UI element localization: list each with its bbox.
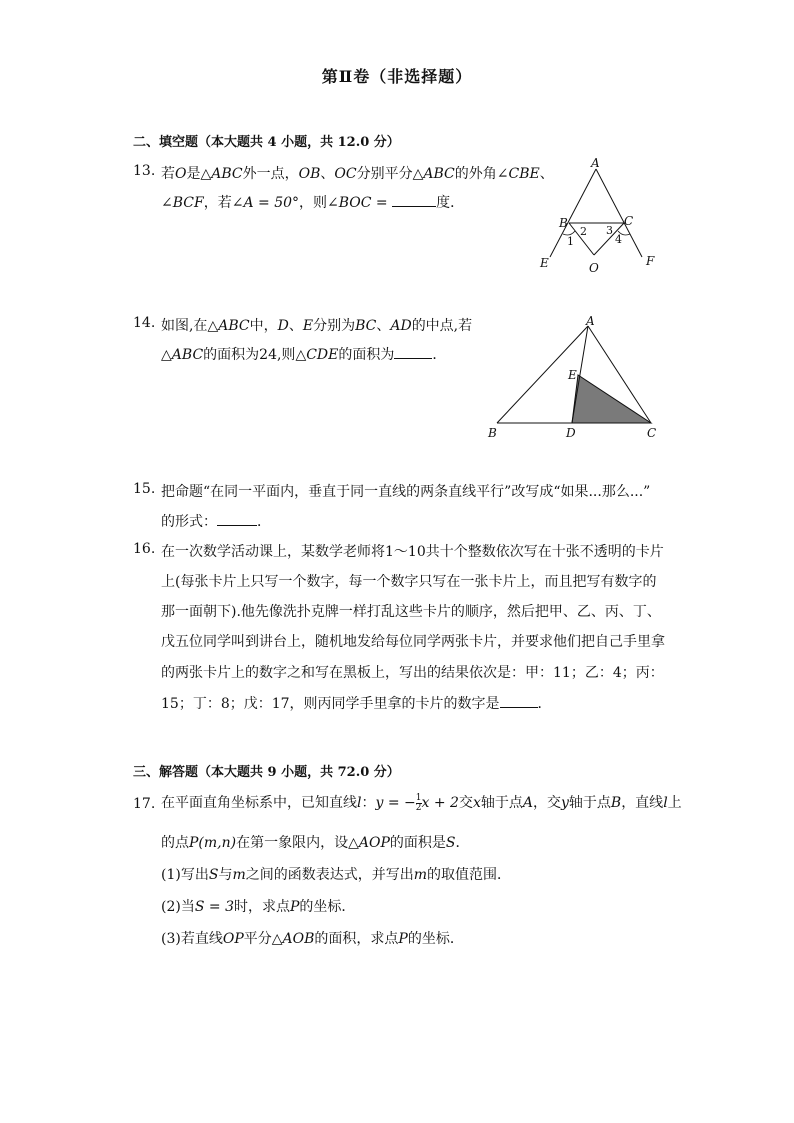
- question-17-line-1: 在平面直角坐标系中，已知直线l：y = − $\frac{1}{2}$ x + 2交x轴于点A，交y轴于点B，直线l上: [161, 792, 682, 813]
- question-13-line-1: 若O是△ABC外一点，OB、OC分别平分△ABC的外角∠CBE、: [161, 166, 554, 182]
- label-4: 4: [615, 233, 622, 246]
- question-14-line-1: 如图,在△ABC中，D、E分别为BC、AD的中点,若: [161, 318, 473, 334]
- label-F: F: [646, 254, 655, 268]
- answer-blank[interactable]: [217, 513, 257, 526]
- figure-q13-triangle: [530, 155, 670, 280]
- label-C: C: [624, 214, 634, 228]
- page-title: 第Ⅱ卷（非选择题）: [321, 67, 473, 86]
- question-17-line-2: 的点P(m,n)在第一象限内，设△AOP的面积是S．: [161, 835, 470, 851]
- label-E: E: [540, 256, 549, 270]
- answer-blank[interactable]: [500, 695, 538, 708]
- label-A: A: [591, 156, 600, 170]
- question-17-part-1: (1)写出S与m之间的函数表达式，并写出m的取值范围．: [161, 867, 511, 883]
- question-17-part-2: (2)当S = 3时，求点P的坐标．: [161, 899, 356, 915]
- question-16-line-3: 那一面朝下).他先像洗扑克牌一样打乱这些卡片的顺序，然后把甲、乙、丙、丁、: [161, 604, 661, 620]
- label-E: E: [568, 368, 577, 382]
- question-16-line-2: 上(每张卡片上只写一个数字，每一个数字只写在一张卡片上，而且把写有数字的: [161, 574, 657, 590]
- answer-blank[interactable]: [392, 194, 436, 207]
- question-number-13: 13.: [133, 163, 156, 179]
- question-15-line-1: 把命题“在同一平面内，垂直于同一直线的两条直线平行”改写成“如果...那么...”: [161, 484, 651, 500]
- question-number-15: 15.: [133, 481, 156, 497]
- label-O: O: [589, 261, 599, 275]
- figure-q14-triangle: [482, 312, 667, 442]
- label-C: C: [647, 426, 657, 440]
- label-2: 2: [580, 225, 587, 238]
- section-heading-fill-blank: 二、填空题（本大题共 4 小题，共 12.0 分）: [133, 135, 400, 150]
- question-number-16: 16.: [133, 541, 156, 557]
- question-number-14: 14.: [133, 315, 156, 331]
- question-16-line-5: 的两张卡片上的数字之和写在黑板上，写出的结果依次是：甲：11；乙：4；丙：: [161, 665, 664, 681]
- section-heading-solve: 三、解答题（本大题共 9 小题，共 72.0 分）: [133, 765, 400, 780]
- question-15-line-2: 的形式： ．: [161, 514, 271, 530]
- question-13-line-2: ∠BCF，若∠A = 50°，则∠BOC = 度．: [161, 195, 465, 211]
- label-B: B: [559, 216, 568, 230]
- label-1: 1: [567, 235, 574, 248]
- question-16-line-4: 戊五位同学叫到讲台上，随机地发给每位同学两张卡片，并要求他们把自己手里拿: [161, 634, 665, 650]
- label-3: 3: [606, 224, 613, 237]
- question-16-line-6: 15；丁：8；戊：17，则丙同学手里拿的卡片的数字是 ．: [161, 696, 552, 712]
- question-14-line-2: △ABC的面积为24,则△CDE的面积为 ．: [161, 347, 447, 363]
- question-17-part-3: (3)若直线OP平分△AOB的面积，求点P的坐标．: [161, 931, 464, 947]
- label-B: B: [488, 426, 497, 440]
- answer-blank[interactable]: [394, 346, 432, 359]
- label-D: D: [566, 426, 576, 440]
- label-A: A: [586, 314, 595, 328]
- question-number-17: 17.: [133, 796, 156, 812]
- fraction-one-half: $\frac{1}{2}$: [415, 792, 422, 813]
- question-16-line-1: 在一次数学活动课上，某数学老师将1～10共十个整数依次写在十张不透明的卡片: [161, 544, 664, 560]
